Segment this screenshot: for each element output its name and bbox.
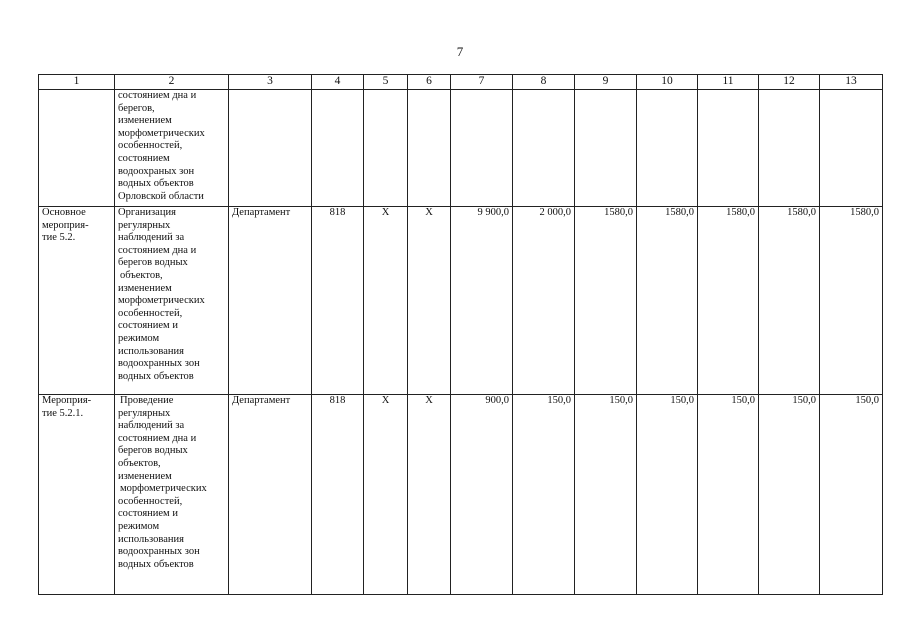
description-line: Орловской области [118,190,204,202]
description-line: использования [118,345,184,357]
description-line: состоянием и [118,508,178,520]
description-cell [115,90,229,207]
column-header: 9 [575,75,637,90]
event-code-line: тие 5.2. [42,232,76,244]
value-cell: 1580,0 [820,207,883,395]
column-header: 7 [451,75,513,90]
value-cell: 1580,0 [759,207,820,395]
column-header: 13 [820,75,883,90]
value-cell: 900,0 [451,395,513,595]
table-header-row [39,75,883,90]
data-table [38,74,883,595]
value-cell: 150,0 [759,395,820,595]
event-code-cell [39,90,115,207]
description-line: водных объектов [118,178,194,190]
mark-cell: Х [364,207,408,395]
mark-cell [364,90,408,207]
description-line: состоянием дна и [118,90,197,101]
column-header: 12 [759,75,820,90]
column-header: 5 [364,75,408,90]
value-cell [759,90,820,207]
description-line: наблюдений за [118,232,185,244]
value-cell: 1580,0 [575,207,637,395]
description-cell [115,395,229,595]
description-line: особенностей, [118,495,183,507]
column-header: 4 [312,75,364,90]
executor-cell: Департамент [229,207,312,395]
value-cell: 150,0 [513,395,575,595]
column-header: 10 [637,75,698,90]
code-cell [312,90,364,207]
value-cell: 150,0 [698,395,759,595]
value-cell [513,90,575,207]
column-header: 6 [408,75,451,90]
description-line: состоянием дна и [118,432,197,444]
mark-cell: Х [364,395,408,595]
description-line: регулярных [118,407,171,419]
table-row-main-event [39,207,883,395]
executor-cell: Департамент [229,395,312,595]
value-cell: 150,0 [637,395,698,595]
description-line: состоянием и [118,320,178,332]
column-header: 11 [698,75,759,90]
description-line: морфометрических [120,483,207,495]
event-code-line: Основное [42,207,86,218]
description-line: морфометрических [118,295,205,307]
description-line: водоохранных зон [118,546,200,558]
value-cell: 150,0 [820,395,883,595]
description-line: состоянием [118,152,170,164]
value-cell [575,90,637,207]
event-code-cell [39,395,115,595]
description-line: использования [118,533,184,545]
code-cell: 818 [312,207,364,395]
value-cell: 150,0 [575,395,637,595]
column-header: 2 [115,75,229,90]
description-line: берегов, [118,102,155,114]
value-cell: 1580,0 [698,207,759,395]
description-line: водоохранных зон [118,358,200,370]
event-code-line: мероприя- [42,219,89,231]
value-cell [698,90,759,207]
value-cell: 1580,0 [637,207,698,395]
description-line: водных объектов [118,558,194,570]
column-header: 1 [39,75,115,90]
event-code-line: Мероприя- [42,395,92,406]
description-line: особенностей, [118,140,183,152]
description-line: Организация [118,207,176,218]
description-line: изменением [118,282,172,294]
event-code-cell [39,207,115,395]
value-cell [451,90,513,207]
table-row-sub-event [39,395,883,595]
description-line: Проведение [120,395,174,406]
value-cell: 9 900,0 [451,207,513,395]
mark-cell: Х [408,395,451,595]
description-line: берегов водных [118,445,188,457]
column-header: 3 [229,75,312,90]
description-line: состоянием дна и [118,244,197,256]
description-line: водоохраных зон [118,165,195,177]
executor-cell [229,90,312,207]
description-line: особенностей, [118,307,183,319]
description-line: режимом [118,520,160,532]
description-line: объектов, [118,457,161,469]
value-cell: 2 000,0 [513,207,575,395]
value-cell [637,90,698,207]
description-line: морфометрических [118,127,205,139]
page-number: 7 [456,44,464,59]
description-line: режимом [118,332,160,344]
value-cell [820,90,883,207]
description-line: наблюдений за [118,420,185,432]
description-line: объектов, [120,269,163,281]
description-line: регулярных [118,219,171,231]
mark-cell: Х [408,207,451,395]
column-header: 8 [513,75,575,90]
code-cell: 818 [312,395,364,595]
mark-cell [408,90,451,207]
description-line: берегов водных [118,257,188,269]
description-cell [115,207,229,395]
description-line: изменением [118,470,172,482]
event-code-line: тие 5.2.1. [42,407,84,419]
table-row-continuation [39,90,883,207]
description-line: водных объектов [118,370,194,382]
description-line: изменением [118,115,172,127]
